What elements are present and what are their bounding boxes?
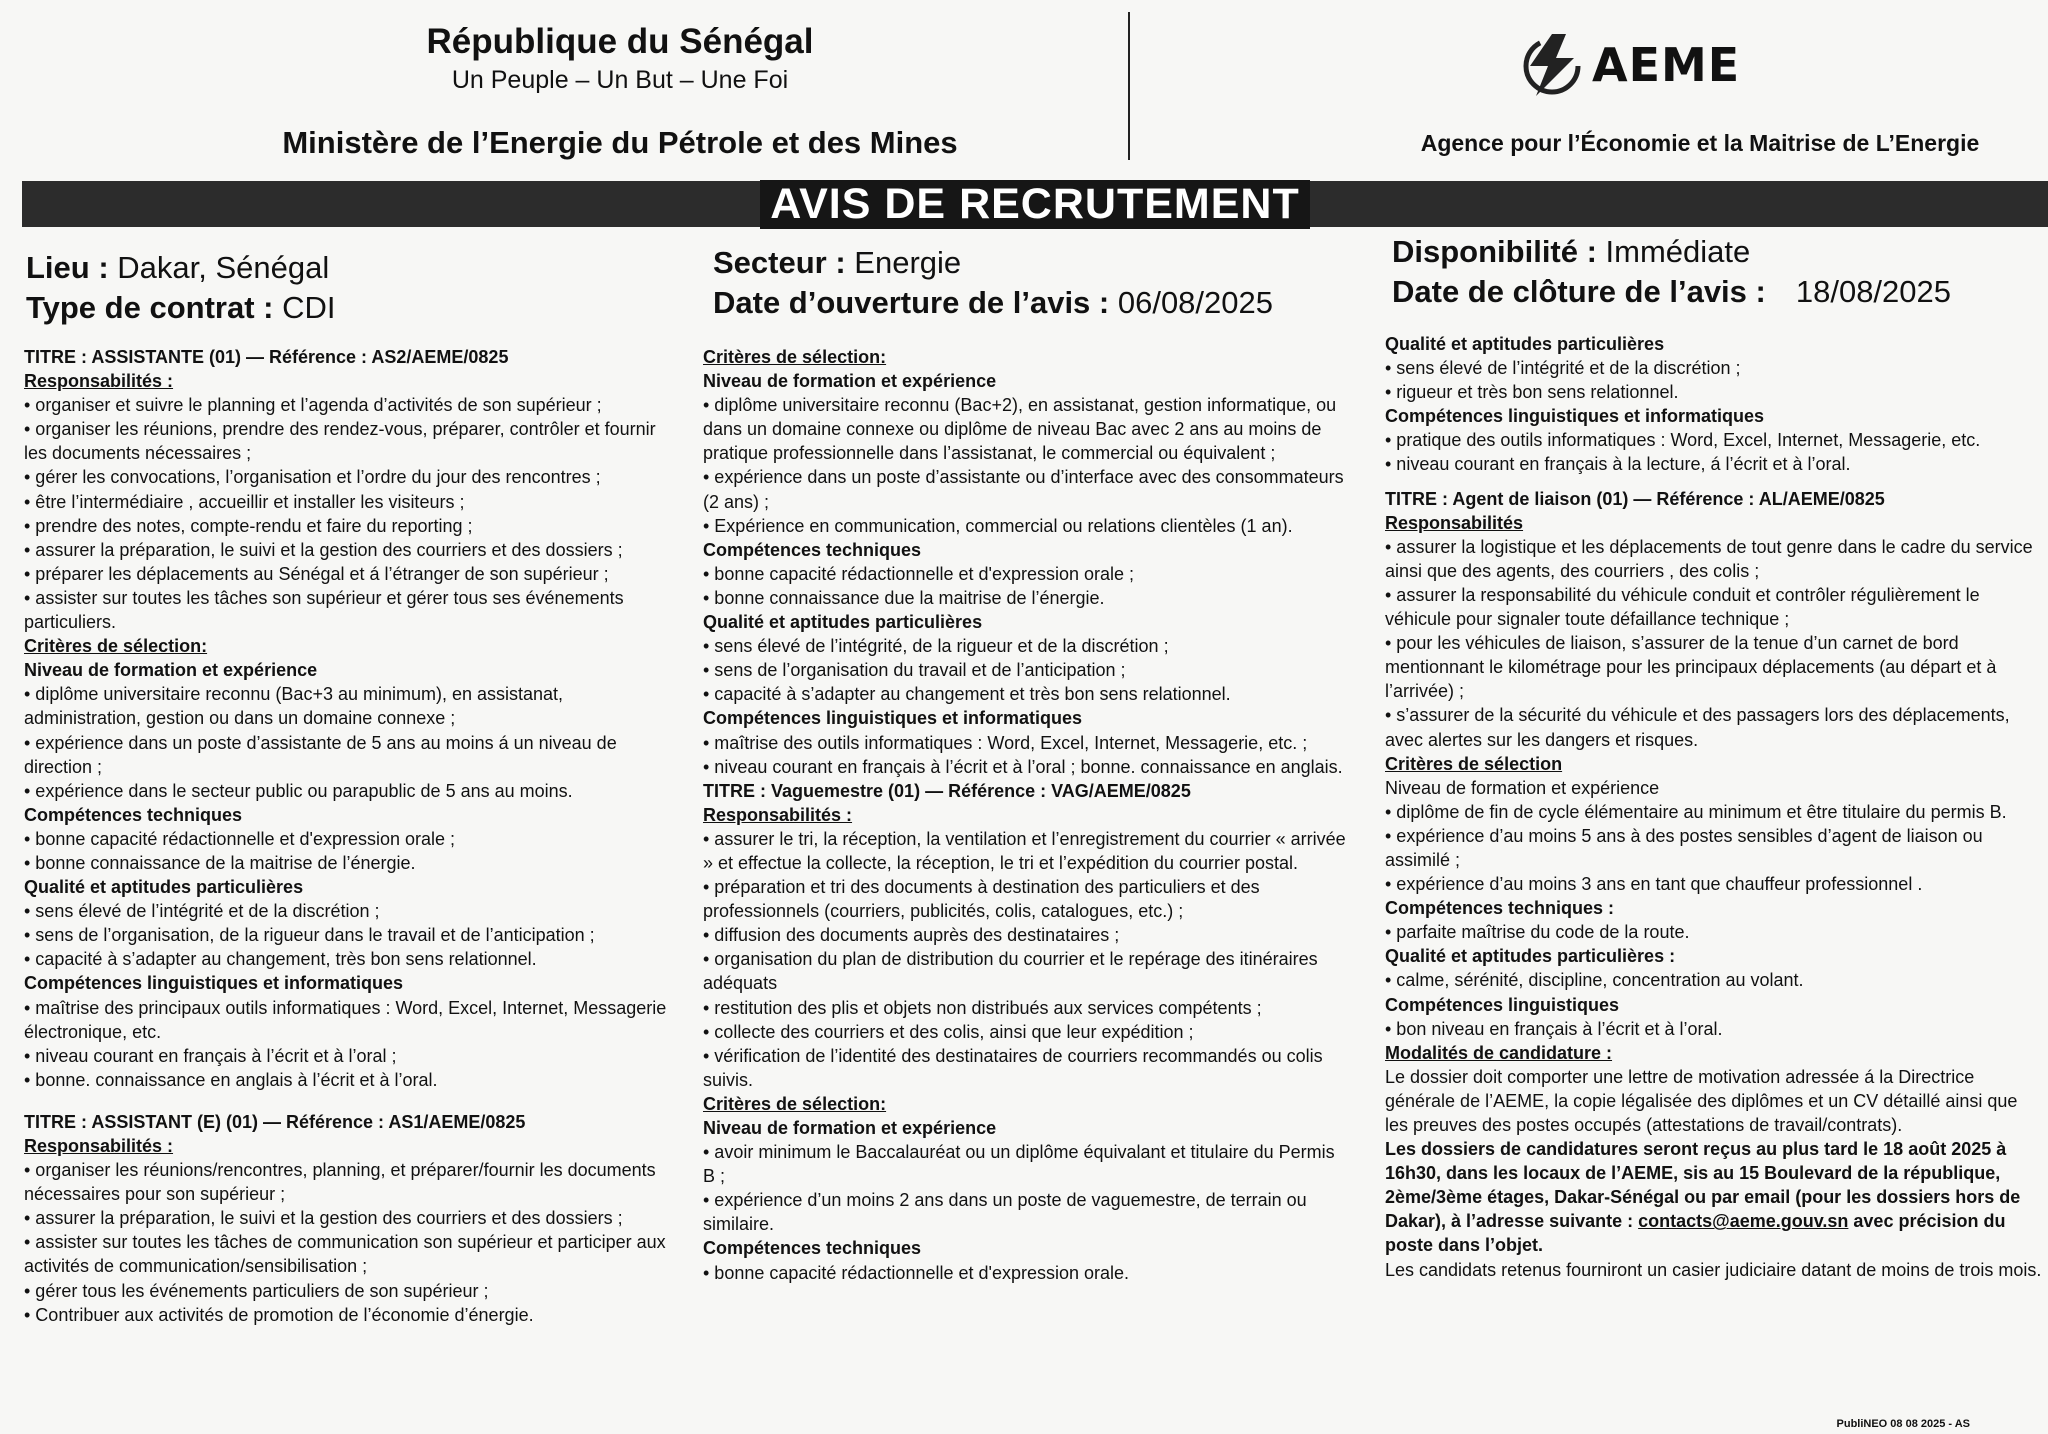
list-item: • expérience d’au moins 3 ans en tant que chauffeur professionnel . bbox=[1385, 874, 1923, 895]
list-item: • sens élevé de l’intégrité et de la discrétion ; bbox=[24, 901, 380, 922]
section-modalites: Modalités de candidature : bbox=[1385, 1042, 1613, 1063]
list-al-tech bbox=[1385, 920, 2045, 944]
list-item: • diplôme universitaire reconnu (Bac+2), en assistanat, gestion informatique, ou dans un domaine connexe ou diplôme de niveau Bac avec 2 ans au moins de pratique professionnelle dans l’assistanat, le commercial ou équivalent ; bbox=[703, 395, 1337, 464]
section-tech-vag: Compétences techniques bbox=[703, 1238, 922, 1259]
section-niveau-as1: Niveau de formation et expérience bbox=[703, 371, 997, 392]
list-as1-resp bbox=[24, 1158, 671, 1327]
aeme-logo-icon bbox=[1522, 30, 1582, 100]
list-item: • maîtrise des principaux outils informatiques : Word, Excel, Internet, Messagerie électronique, etc. bbox=[24, 997, 667, 1042]
list-item: • bonne. connaissance en anglais à l’écrit et à l’oral. bbox=[24, 1069, 438, 1090]
modalites-text: Le dossier doit comporter une lettre de motivation adressée á la Directrice générale de l’AEME, la copie légalisée des diplômes et un CV détaillé ainsi que les preuves des postes occupés (attestations de travail/contrats). bbox=[1385, 1066, 2018, 1135]
section-niveau-al: Niveau de formation et expérience bbox=[1385, 777, 1660, 798]
list-item: • rigueur et très bon sens relationnel. bbox=[1385, 382, 1679, 403]
list-al-resp bbox=[1385, 535, 2045, 752]
list-item: • bonne connaissance due la maitrise de l’énergie. bbox=[703, 587, 1105, 608]
list-vag-qual bbox=[1385, 356, 2045, 404]
list-vag-tech bbox=[703, 1261, 1351, 1285]
column-1 bbox=[24, 345, 671, 1327]
header-divider bbox=[1128, 12, 1130, 160]
list-item: • assister sur toutes les tâches son supérieur et gérer tous ses événements particuliers. bbox=[24, 587, 624, 633]
header-left bbox=[240, 18, 1000, 161]
title-banner bbox=[22, 181, 2048, 227]
list-item: • bon niveau en français à l’écrit et à l’oral. bbox=[1385, 1018, 1723, 1039]
list-item: • bonne capacité rédactionnelle et d'expression orale ; bbox=[703, 563, 1135, 584]
section-tech-as1: Compétences techniques bbox=[703, 539, 922, 560]
list-item: • capacité à s’adapter au changement, très bon sens relationnel. bbox=[24, 949, 537, 970]
section-responsabilites-as1: Responsabilités : bbox=[24, 1136, 174, 1156]
lieu-label: Lieu : bbox=[26, 250, 109, 285]
list-item: • collecte des courriers et des colis, ainsi que leur expédition ; bbox=[703, 1021, 1194, 1042]
section-ling-vag: Compétences linguistiques et informatiques bbox=[1385, 406, 1765, 427]
list-item: • diffusion des documents auprès des destinataires ; bbox=[703, 925, 1120, 946]
list-item: • pour les véhicules de liaison, s’assurer de la tenue d’un carnet de bord mentionnant le kilométrage pour les principaux déplacements (au départ et à l’arrivée) ; bbox=[1385, 633, 1997, 702]
contact-email-link[interactable]: contacts@aeme.gouv.sn bbox=[1638, 1211, 1849, 1232]
section-criteres-vag: Critères de sélection: bbox=[703, 1093, 887, 1114]
cloture-value: 18/08/2025 bbox=[1795, 274, 1952, 309]
section-ling-as1: Compétences linguistiques et informatiques bbox=[703, 708, 1083, 729]
list-item: • maîtrise des outils informatiques : Word, Excel, Internet, Messagerie, etc. ; bbox=[703, 732, 1308, 753]
list-as2-tech bbox=[24, 827, 671, 875]
list-as1-niveau bbox=[703, 393, 1351, 538]
list-item: • restitution des plis et objets non distribués aux services compétents ; bbox=[703, 997, 1262, 1018]
job-title-as1: TITRE : ASSISTANT (E) (01) — Référence : AS1/AEME/0825 bbox=[24, 1111, 526, 1132]
info-right bbox=[1392, 232, 1951, 312]
list-item: • préparer les déplacements au Sénégal et á l’étranger de son supérieur ; bbox=[24, 563, 609, 584]
list-item: • parfaite maîtrise du code de la route. bbox=[1385, 922, 1690, 943]
section-responsabilites-al: Responsabilités bbox=[1385, 512, 1524, 533]
list-item: • niveau courant en français à l’écrit et à l’oral ; bbox=[24, 1045, 397, 1066]
list-item: • gérer tous les événements particuliers de son supérieur ; bbox=[24, 1280, 489, 1301]
column-3 bbox=[1385, 332, 2045, 1282]
ministry-name: Ministère de l’Energie du Pétrole et des Mines bbox=[282, 125, 958, 160]
list-item: • diplôme de fin de cycle élémentaire au minimum et être titulaire du permis B. bbox=[1385, 801, 2007, 822]
list-al-qual bbox=[1385, 968, 2045, 992]
national-motto: Un Peuple – Un But – Une Foi bbox=[451, 66, 789, 94]
list-as1-qual bbox=[703, 634, 1351, 706]
list-item: • être l’intermédiaire , accueillir et installer les visiteurs ; bbox=[24, 491, 465, 512]
list-item: • expérience dans un poste d’assistante de 5 ans au moins á un niveau de direction ; bbox=[24, 732, 617, 777]
section-ling: Compétences linguistiques et informatiques bbox=[24, 973, 404, 994]
list-item: • niveau courant en français à la lecture, á l’écrit et à l’oral. bbox=[1385, 454, 1851, 475]
list-item: • assurer la préparation, le suivi et la gestion des courriers et des dossiers ; bbox=[24, 1208, 623, 1229]
modalites-bold-end: avec précision du poste dans l’objet. bbox=[1385, 1211, 2006, 1256]
section-qualite-as1: Qualité et aptitudes particulières bbox=[703, 612, 983, 633]
list-item: • expérience dans le secteur public ou parapublic de 5 ans au moins. bbox=[24, 780, 573, 801]
section-responsabilites-vag: Responsabilités : bbox=[703, 804, 853, 825]
list-item: • bonne capacité rédactionnelle et d'expression orale. bbox=[703, 1262, 1130, 1283]
agency-name: Agence pour l’Économie et la Maitrise de L’Energie bbox=[1420, 130, 1980, 156]
aeme-logo bbox=[1522, 30, 1740, 100]
secteur-label: Secteur : bbox=[713, 245, 846, 280]
list-as2-niveau bbox=[24, 682, 671, 802]
banner-title: AVIS DE RECRUTEMENT bbox=[760, 180, 1309, 229]
list-item: • assurer la responsabilité du véhicule conduit et contrôler régulièrement le véhicule pour signaler toute défaillance technique ; bbox=[1385, 584, 1980, 630]
dispo-value: Immédiate bbox=[1596, 234, 1751, 269]
lieu-value: Dakar, Sénégal bbox=[108, 250, 330, 285]
list-item: • s’assurer de la sécurité du véhicule et des passagers lors des déplacements, avec alertes sur les dangers et risques. bbox=[1385, 705, 2010, 750]
info-middle bbox=[713, 243, 1273, 323]
list-as2-qual bbox=[24, 899, 671, 971]
list-item: • expérience d’au moins 5 ans à des postes sensibles d’agent de liaison ou assimilé ; bbox=[1385, 825, 1983, 870]
section-qualite-vag: Qualité et aptitudes particulières bbox=[1385, 334, 1665, 354]
section-ling-al: Compétences linguistiques bbox=[1385, 994, 1620, 1015]
casier-text: Les candidats retenus fourniront un casier judiciaire datant de moins de trois mois. bbox=[1385, 1259, 2042, 1280]
list-item: • expérience d’un moins 2 ans dans un poste de vaguemestre, de terrain ou similaire. bbox=[703, 1190, 1307, 1235]
section-qualite: Qualité et aptitudes particulières bbox=[24, 877, 304, 898]
column-2 bbox=[703, 345, 1351, 1285]
section-criteres: Critères de sélection: bbox=[24, 636, 208, 657]
list-item: • capacité à s’adapter au changement et très bon sens relationnel. bbox=[703, 684, 1231, 705]
list-vag-resp bbox=[703, 827, 1351, 1092]
list-item: • assister sur toutes les tâches de communication son supérieur et participer aux activités de communication/sensibilisation ; bbox=[24, 1232, 666, 1277]
list-as1-tech bbox=[703, 562, 1351, 610]
list-item: • vérification de l’identité des destinataires de courriers recommandés ou colis suivis. bbox=[703, 1045, 1323, 1090]
list-item: • sens de l’organisation du travail et de l’anticipation ; bbox=[703, 660, 1126, 681]
list-al-ling bbox=[1385, 1017, 2045, 1041]
list-item: • gérer les convocations, l’organisation et l’ordre du jour des rencontres ; bbox=[24, 467, 601, 488]
list-item: • organisation du plan de distribution du courrier et le repérage des itinéraires adéquats bbox=[703, 949, 1318, 994]
list-al-niveau bbox=[1385, 800, 2045, 896]
list-item: • sens élevé de l’intégrité et de la discrétion ; bbox=[1385, 358, 1741, 379]
list-item: • pratique des outils informatiques : Word, Excel, Internet, Messagerie, etc. bbox=[1385, 430, 1981, 451]
job-title-as2: TITRE : ASSISTANTE (01) — Référence : AS2/AEME/0825 bbox=[24, 347, 509, 367]
list-item: • prendre des notes, compte-rendu et faire du reporting ; bbox=[24, 515, 473, 536]
list-item: • organiser les réunions, prendre des rendez-vous, préparer, contrôler et fournir les documents nécessaires ; bbox=[24, 419, 656, 464]
section-responsabilites: Responsabilités : bbox=[24, 371, 174, 392]
cloture-label: Date de clôture de l’avis : bbox=[1392, 274, 1766, 309]
job-title-vag: TITRE : Vaguemestre (01) — Référence : VAG/AEME/0825 bbox=[703, 780, 1191, 801]
list-as1-ling bbox=[703, 731, 1351, 779]
list-item: • assurer la préparation, le suivi et la gestion des courriers et des dossiers ; bbox=[24, 539, 623, 560]
list-item: • calme, sérénité, discipline, concentration au volant. bbox=[1385, 970, 1804, 991]
list-item: • expérience dans un poste d’assistante ou d’interface avec des consommateurs (2 ans) ; bbox=[703, 467, 1344, 512]
section-criteres-as1: Critères de sélection: bbox=[703, 347, 887, 367]
list-item: • Contribuer aux activités de promotion de l’économie d’énergie. bbox=[24, 1304, 534, 1325]
secteur-value: Energie bbox=[845, 245, 962, 280]
modalites-deadline bbox=[1385, 1137, 2045, 1257]
section-criteres-al: Critères de sélection bbox=[1385, 753, 1563, 774]
list-as2-ling bbox=[24, 996, 671, 1092]
list-item: • avoir minimum le Baccalauréat ou un diplôme équivalant et titulaire du Permis B ; bbox=[703, 1142, 1335, 1187]
list-as2-resp bbox=[24, 393, 671, 634]
list-item: • préparation et tri des documents à destination des particuliers et des professionnels (courriers, publicités, colis, catalogues, etc.) ; bbox=[703, 877, 1260, 922]
modalites-bold-text: Les dossiers de candidatures seront reçus au plus tard le 18 août 2025 à 16h30, dans les locaux de l’AEME, sis au 15 Boulevard de la république, 2ème/3ème étages, Dakar-Sénégal ou par email (pour les dossiers hors de Dakar), à l’adresse suivante : bbox=[1385, 1139, 2021, 1232]
job-title-al: TITRE : Agent de liaison (01) — Référence : AL/AEME/0825 bbox=[1385, 488, 1885, 509]
list-item: • organiser et suivre le planning et l’agenda d’activités de son supérieur ; bbox=[24, 395, 602, 416]
section-niveau-vag: Niveau de formation et expérience bbox=[703, 1118, 997, 1138]
logo-wordmark: AEME bbox=[1592, 38, 1741, 92]
list-item: • bonne capacité rédactionnelle et d'expression orale ; bbox=[24, 828, 456, 849]
section-tech-al: Compétences techniques : bbox=[1385, 898, 1615, 919]
footer-stamp: PubliNEO 08 08 2025 - AS bbox=[1836, 1418, 1970, 1430]
section-niveau: Niveau de formation et expérience bbox=[24, 660, 318, 681]
list-item: • assurer le tri, la réception, la ventilation et l’enregistrement du courrier « arrivée » et effectue la collecte, la réception, le tri et l’expédition du courrier postal. bbox=[703, 828, 1346, 873]
list-item: • assurer la logistique et les déplacements de tout genre dans le cadre du service ainsi que des agents, des courriers , des colis ; bbox=[1385, 536, 2033, 581]
list-vag-niveau bbox=[703, 1140, 1351, 1236]
ouverture-value: 06/08/2025 bbox=[1109, 285, 1273, 320]
contrat-label: Type de contrat : bbox=[26, 290, 274, 325]
section-tech: Compétences techniques bbox=[24, 804, 243, 825]
dispo-label: Disponibilité : bbox=[1392, 234, 1597, 269]
info-left bbox=[26, 248, 335, 328]
section-qualite-al: Qualité et aptitudes particulières : bbox=[1385, 946, 1676, 967]
list-vag-ling bbox=[1385, 428, 2045, 476]
list-item: • sens de l’organisation, de la rigueur dans le travail et de l’anticipation ; bbox=[24, 925, 595, 946]
list-item: • organiser les réunions/rencontres, planning, et préparer/fournir les documents nécessaires pour son supérieur ; bbox=[24, 1160, 656, 1205]
list-item: • Expérience en communication, commercial ou relations clientèles (1 an). bbox=[703, 515, 1293, 536]
list-item: • sens élevé de l’intégrité, de la rigueur et de la discrétion ; bbox=[703, 636, 1169, 657]
republic-title: République du Sénégal bbox=[426, 22, 814, 61]
list-item: • bonne connaissance de la maitrise de l’énergie. bbox=[24, 852, 416, 873]
contrat-value: CDI bbox=[273, 290, 336, 325]
ouverture-label: Date d’ouverture de l’avis : bbox=[713, 285, 1110, 320]
list-item: • niveau courant en français à l’écrit et à l’oral ; bonne. connaissance en anglais. bbox=[703, 756, 1343, 777]
list-item: • diplôme universitaire reconnu (Bac+3 au minimum), en assistanat, administration, gestion ou dans un domaine connexe ; bbox=[24, 684, 564, 729]
